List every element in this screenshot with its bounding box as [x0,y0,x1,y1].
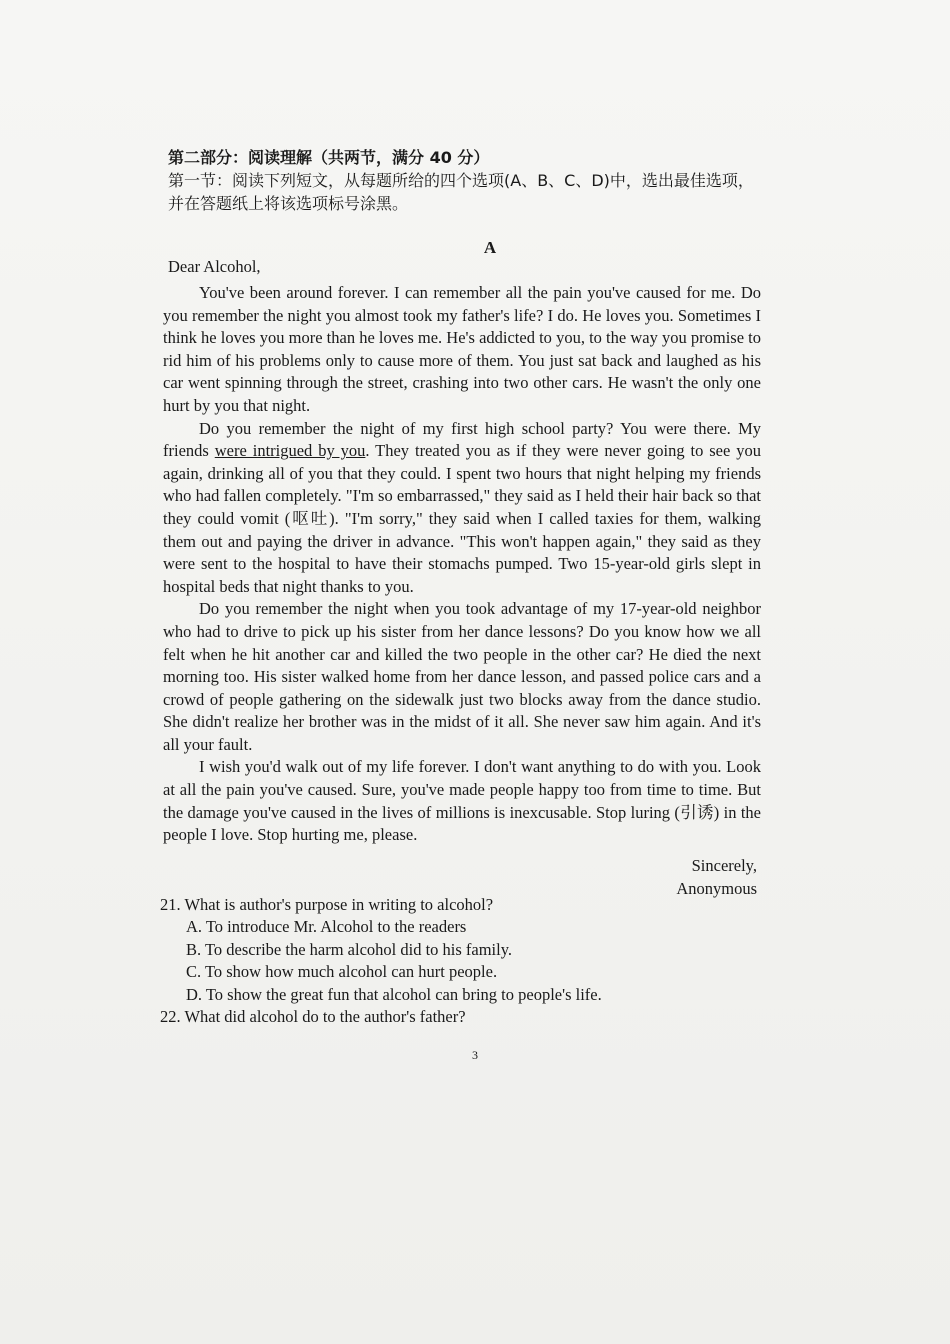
letter-body [163,282,761,847]
question-stem: 22. What did alcohol do to the author's father? [160,1007,466,1027]
underlined-phrase: were intrigued by you [214,441,366,461]
paragraph-3: Do you remember the night when you took advantage of my 17-year-old neighbor who had to drive to pick up his sister from her dance lessons? Do you know how we all felt when he hit another car and killed the two people in the other car? He died the next morning too. His sister walked home from her dance lesson, and passed police cars and a crowd of people gathering on the sidewalk just two blocks away from the dance studio. She didn't realize her brother was in the midst of it all. She never saw him again. And it's all your fault. [163,599,761,754]
closing-word: Sincerely, [691,856,757,875]
option-b: B. To describe the harm alcohol did to his family. [186,939,513,959]
option-a: A. To introduce Mr. Alcohol to the readers [186,917,467,937]
question-list [160,894,760,1028]
passage-label: A [483,238,497,257]
option-c: C. To show how much alcohol can hurt people. [186,962,498,982]
option-d: D. To show the great fun that alcohol can bring to people's life. [186,984,602,1004]
letter-salutation: Dear Alcohol, [168,257,261,276]
page-number: 3 [472,1048,478,1062]
paragraph-2: Do you remember the night of my first high school party? You were there. My friends were intrigued by you. They treated you as if they were never going to see you again, drinking all of you that they could. I spent two hours that night helping my friends who had fallen completely. "I'm so embarrassed," they said as I held their hair back so that they could vomit (呕吐). "I'm sorry," they said when I called taxies for them, walking them out and paying the driver in advance. "This won't happen again," they said as they were sent to the hospital to have their stomachs pumped. Two 15-year-old girls slept in hospital beds that night thanks to you. [163,418,761,596]
section-header [168,146,768,215]
paragraph-1: You've been around forever. I can remember all the pain you've caused for me. Do you remember the night you almost took my father's life? I do. He loves you. Sometimes I think he loves you more than he loves me. He's addicted to you, to the way you promise to rid him of his problems only to cause more of them. You just sat back and laughed as his car went spinning through the street, crashing into two other cars. He wasn't the only one hurt by you that night. [163,283,761,415]
signature: Anonymous [676,878,757,898]
paragraph-4: I wish you'd walk out of my life forever. I don't want anything to do with you. Look at all the pain you've caused. Sure, you've made people happy too from time to time. But the damage you've caused in the lives of millions is inexcusable. Stop luring (引诱) in the people I love. Stop hurting me, please. [163,757,761,845]
part-title: 第二部分：阅读理解（共两节，满分 40 分） [168,148,490,167]
section-instructions: 第一节：阅读下列短文，从每题所给的四个选项(A、B、C、D)中，选出最佳选项，并在答题纸上将该选项标号涂黑。 [168,171,754,213]
question-stem: 21. What is author's purpose in writing to alcohol? [160,895,494,914]
